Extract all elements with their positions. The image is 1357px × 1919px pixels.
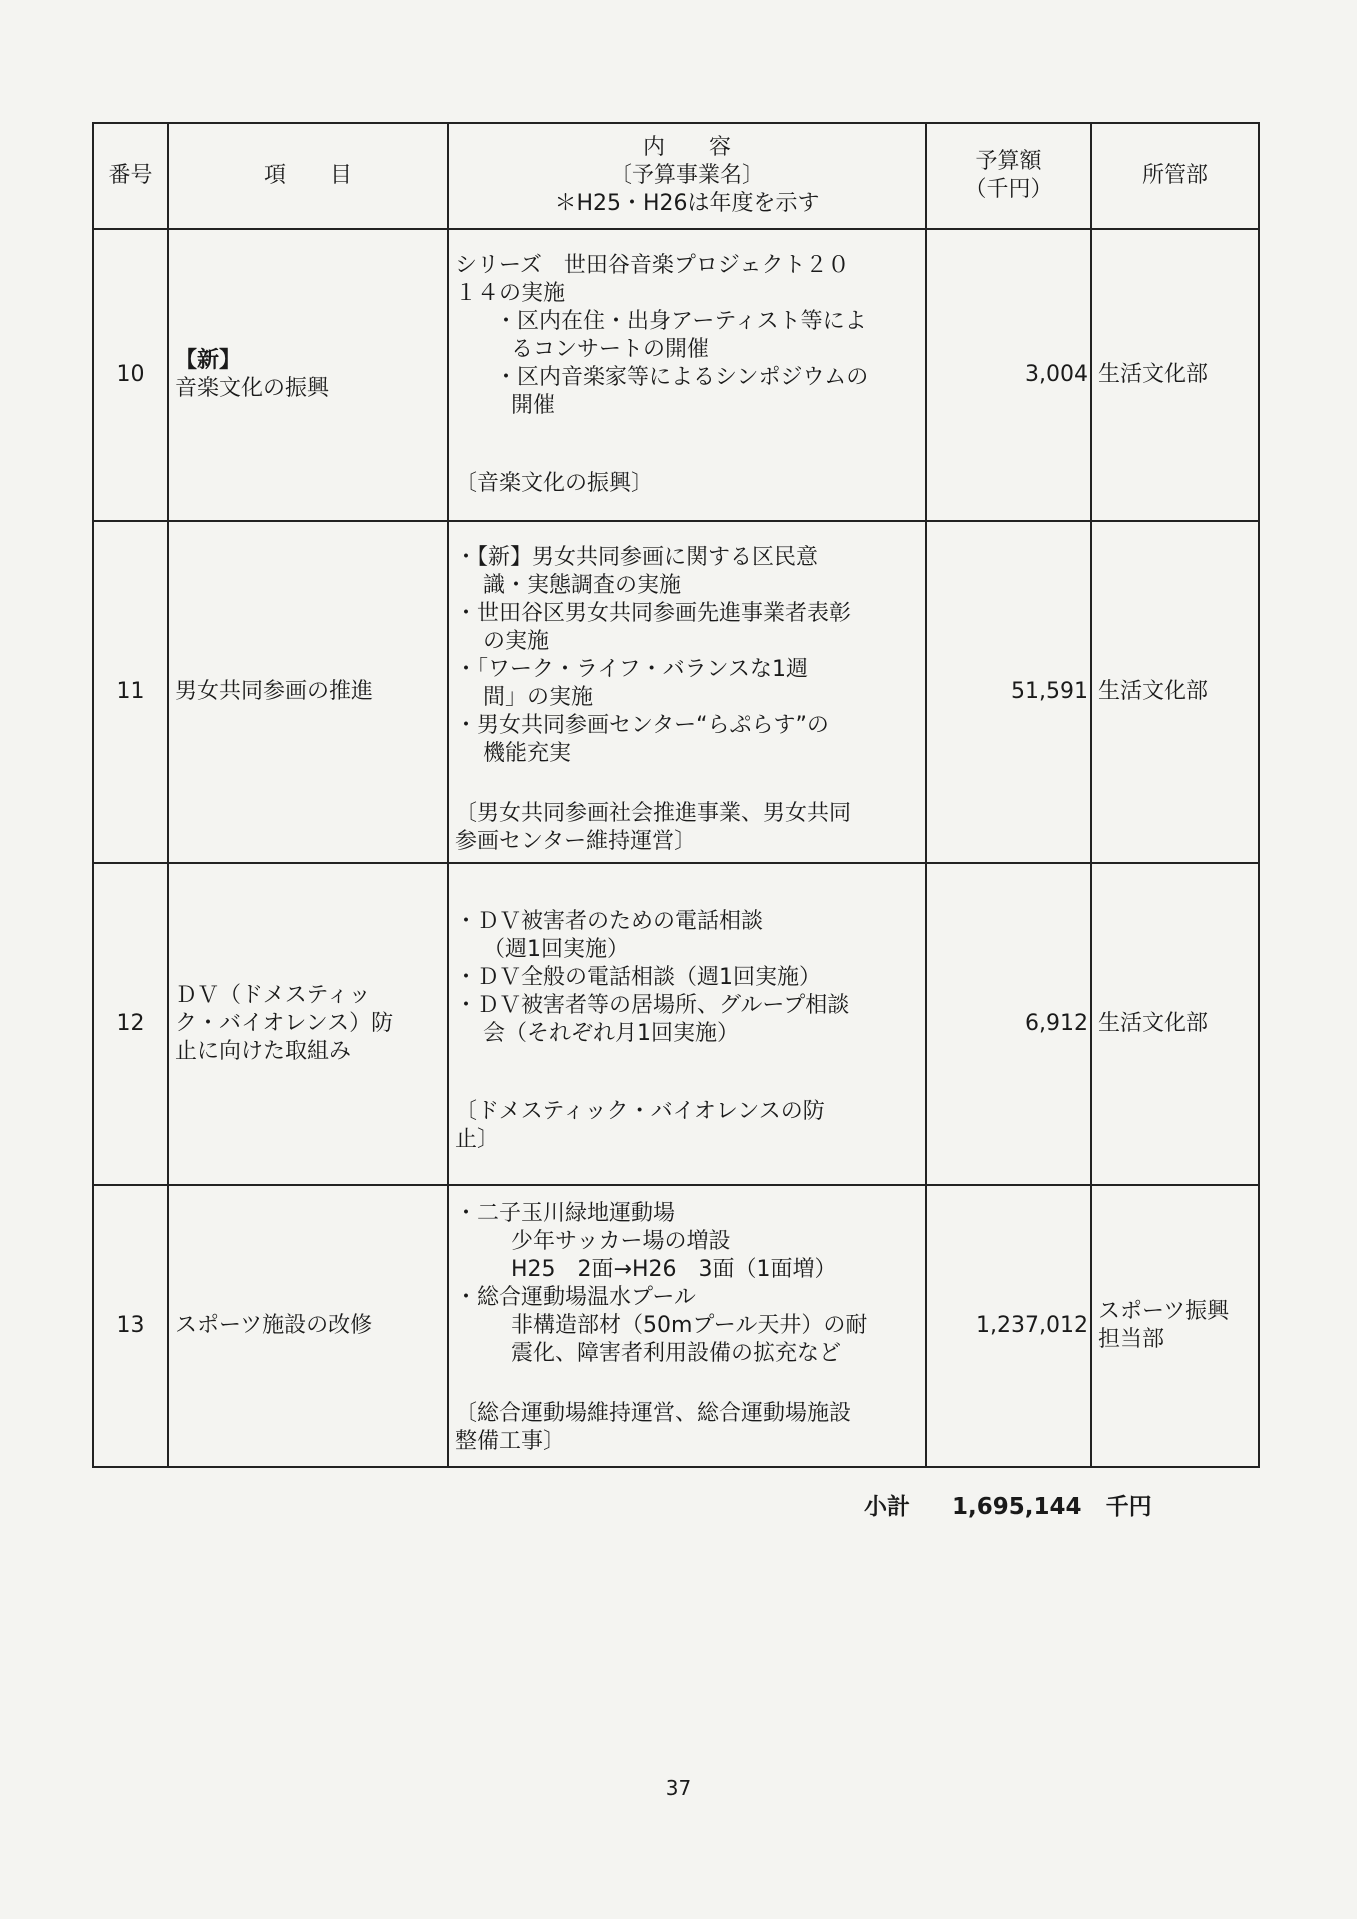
row-item-line: 止に向けた取組み xyxy=(175,1039,352,1064)
row-item-line: 男女共同参画の推進 xyxy=(175,679,374,704)
subtotal xyxy=(864,1488,1152,1521)
content-line: （週1回実施） xyxy=(483,937,629,962)
header-budget-line: 予算額 xyxy=(975,149,1042,174)
content-line: ・二子玉川緑地運動場 xyxy=(455,1201,676,1226)
header-content xyxy=(448,123,926,229)
content-line: 会（それぞれ月1回実施） xyxy=(483,1021,739,1046)
row-content xyxy=(448,863,926,1185)
content-line: 間」の実施 xyxy=(483,685,594,710)
row-item xyxy=(168,229,448,521)
row-dept-line: スポーツ振興 xyxy=(1098,1299,1230,1324)
content-line: ・区内音楽家等によるシンポジウムの xyxy=(495,365,869,390)
row-dept xyxy=(1091,521,1259,863)
content-line: ・男女共同参画センター“らぷらす”の xyxy=(455,713,829,738)
row-amount: 6,912 xyxy=(926,863,1091,1185)
row-amount: 1,237,012 xyxy=(926,1185,1091,1467)
content-line: 止〕 xyxy=(455,1127,500,1152)
row-item-line: ク・バイオレンス）防 xyxy=(175,1011,394,1036)
row-dept-line: 生活文化部 xyxy=(1098,1011,1209,1036)
row-dept xyxy=(1091,1185,1259,1467)
content-line: ・ＤＶ被害者等の居場所、グループ相談 xyxy=(455,993,850,1018)
content-line: ・ＤＶ被害者のための電話相談 xyxy=(455,909,764,934)
content-line: H25 2面→H26 3面（1面増） xyxy=(511,1257,837,1282)
content-line: ・【新】男女共同参画に関する区民意 xyxy=(455,545,819,570)
row-item xyxy=(168,863,448,1185)
subtotal-unit: 千円 xyxy=(1105,1494,1152,1520)
content-line: 震化、障害者利用設備の拡充など xyxy=(511,1341,842,1366)
subtotal-label: 小計 xyxy=(864,1494,910,1520)
row-item xyxy=(168,1185,448,1467)
content-line: 〔総合運動場維持運営、総合運動場施設 xyxy=(455,1401,852,1426)
content-line: シリーズ 世田谷音楽プロジェクト２０ xyxy=(455,253,850,278)
page-number: 37 xyxy=(665,1776,692,1800)
content-line: 〔男女共同参画社会推進事業、男女共同 xyxy=(455,801,852,826)
row-amount: 3,004 xyxy=(926,229,1091,521)
row-content xyxy=(448,229,926,521)
content-line: 〔音楽文化の振興〕 xyxy=(455,471,654,496)
row-amount: 51,591 xyxy=(926,521,1091,863)
content-line: ・ＤＶ全般の電話相談（週1回実施） xyxy=(455,965,821,990)
table-row xyxy=(93,521,1259,863)
header-row xyxy=(93,123,1259,229)
subtotal-value: 1,695,144 xyxy=(952,1494,1082,1520)
content-line: 機能充実 xyxy=(483,741,572,766)
table-row xyxy=(93,863,1259,1185)
content-line: るコンサートの開催 xyxy=(511,337,710,362)
row-content xyxy=(448,1185,926,1467)
content-line: 識・実態調査の実施 xyxy=(483,573,682,598)
content-line: 〔ドメスティック・バイオレンスの防 xyxy=(455,1099,825,1124)
header-budget-line: （千円） xyxy=(964,177,1053,202)
header-number: 番号 xyxy=(93,123,168,229)
row-content xyxy=(448,521,926,863)
header-content-line: ＊H25・H26は年度を示す xyxy=(554,191,820,216)
content-line: 少年サッカー場の増設 xyxy=(511,1229,731,1254)
header-content-line: 〔予算事業名〕 xyxy=(609,163,764,188)
row-item-line: ＤＶ（ドメスティッ xyxy=(175,983,371,1008)
row-number: 10 xyxy=(93,229,168,521)
content-line: ・「ワーク・ライフ・バランスな1週 xyxy=(455,657,809,682)
row-item xyxy=(168,521,448,863)
header-dept: 所管部 xyxy=(1091,123,1259,229)
content-line: の実施 xyxy=(483,629,550,654)
content-line: 参画センター維持運営〕 xyxy=(455,829,697,854)
content-line: ・世田谷区男女共同参画先進事業者表彰 xyxy=(455,601,852,626)
table-row xyxy=(93,229,1259,521)
row-dept-line: 担当部 xyxy=(1098,1327,1165,1352)
row-number: 12 xyxy=(93,863,168,1185)
content-line: 非構造部材（50mプール天井）の耐 xyxy=(511,1313,868,1338)
row-number: 11 xyxy=(93,521,168,863)
table-row xyxy=(93,1185,1259,1467)
header-budget xyxy=(926,123,1091,229)
content-line: １４の実施 xyxy=(455,281,566,306)
row-dept-line: 生活文化部 xyxy=(1098,679,1209,704)
header-content-line: 内 容 xyxy=(642,135,731,160)
row-dept-line: 生活文化部 xyxy=(1098,362,1209,387)
budget-table xyxy=(92,122,1260,1468)
content-line: 開催 xyxy=(511,393,556,418)
new-tag: 【新】 xyxy=(175,348,242,373)
row-item-line: スポーツ施設の改修 xyxy=(175,1313,373,1338)
header-item: 項 目 xyxy=(168,123,448,229)
content-line: ・総合運動場温水プール xyxy=(455,1285,696,1310)
content-line: 整備工事〕 xyxy=(455,1429,566,1454)
row-dept xyxy=(1091,229,1259,521)
row-item-line: 音楽文化の振興 xyxy=(175,376,330,401)
row-dept xyxy=(1091,863,1259,1185)
row-number: 13 xyxy=(93,1185,168,1467)
content-line: ・区内在住・出身アーティスト等によ xyxy=(495,309,867,334)
